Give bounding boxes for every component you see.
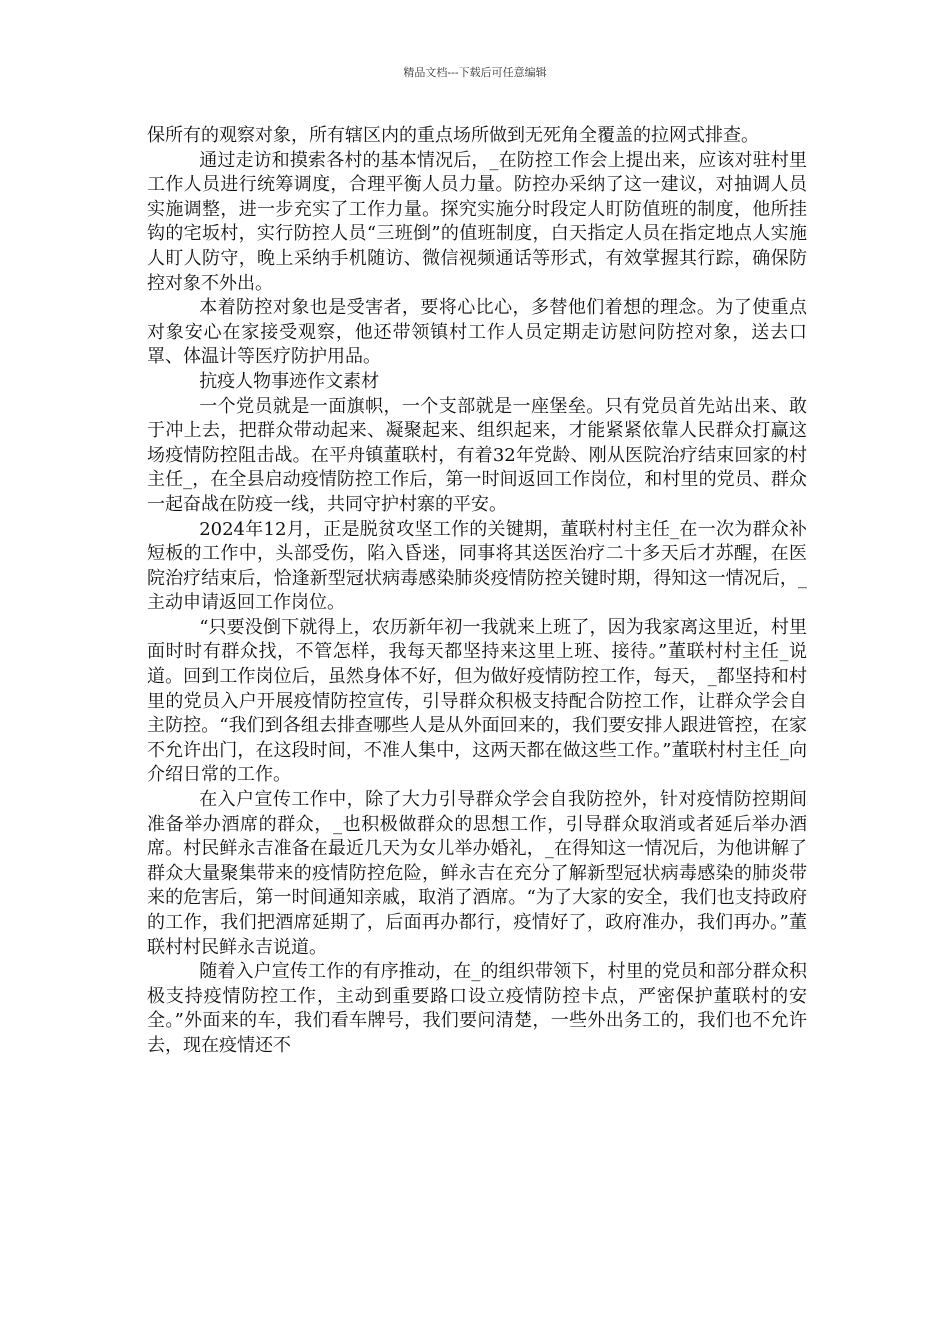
paragraph: “只要没倒下就得上，农历新年初一我就来上班了，因为我家离这里近，村里面时时有群众找，不管怎样，我每天都坚持来这里上班、接待。”董联村村主任_说道。回到工作岗位后，虽然身体不好，但为做好疫情防控工作，每天，_都坚持和村里的党员入户开展疫情防控宣传，引导群众积极支持配合防控工作，让群众学会自主防控。“我们到各组去排查哪些人是从外面回来的，我们要安排人跟进管控，在家不允许出门，在这段时间，不准人集中，这两天都在做这些工作。”董联村村主任_向介绍日常的工作。 <box>147 616 807 786</box>
paragraph: 本着防控对象也是受害者，要将心比心，多替他们着想的理念。为了使重点对象安心在家接受观察，他还带领镇村工作人员定期走访慰问防控对象，送去口罩、体温计等医疗防护用品。 <box>147 297 807 368</box>
paragraph: 在入户宣传工作中，除了大力引导群众学会自我防控外，针对疫情防控期间准备举办酒席的群众，_也积极做群众的思想工作，引导群众取消或者延后举办酒席。村民鲜永吉准备在最近几天为女儿举办婚礼，_在得知这一情况后，为他讲解了群众大量聚集带来的疫情防控危险，鲜永吉在充分了解新型冠状病毒感染的肺炎带来的危害后，第一时间通知亲戚，取消了酒席。“为了大家的安全，我们也支持政府的工作，我们把酒席延期了，后面再办都行，疫情好了，政府准办，我们再办。”董联村村民鲜永吉说道。 <box>147 789 807 958</box>
paragraph: 通过走访和摸索各村的基本情况后，_在防控工作会上提出来，应该对驻村里工作人员进行统筹调度，合理平衡人员力量。防控办采纳了这一建议，对抽调人员实施调整，进一步充实了工作力量。探究实施分时段定人盯防值班的制度，他所挂钩的宅坂村，实行防控人员“三班倒”的值班制度，白天指定人员在指定地点人实施人盯人防守，晚上采纳手机随访、微信视频通话等形式，有效掌握其行踪，确保防控对象不外出。 <box>147 149 807 294</box>
paragraph: 随着入户宣传工作的有序推动，在_的组织带领下，村里的党员和部分群众积极支持疫情防控工作，主动到重要路口设立疫情防控卡点，严密保护董联村的安全。”外面来的车，我们看车牌号，我们要问清楚，一些外出务工的，我们也不允许去，现在疫情还不 <box>147 961 807 1056</box>
section-heading: 抗疫人物事迹作文素材 <box>199 370 380 392</box>
paragraph: 一个党员就是一面旗帜，一个支部就是一座堡垒。只有党员首先站出来、敢于冲上去，把群众带动起来、凝聚起来、组织起来，才能紧紧依靠人民群众打赢这场疫情防控阻击战。在平舟镇董联村，有着32年党龄、刚从医院治疗结束回家的村主任_，在全县启动疫情防控工作后，第一时间返回工作岗位，和村里的党员、群众一起奋战在防疫一线，共同守护村寨的平安。 <box>147 395 807 515</box>
paragraph: 2024年12月，正是脱贫攻坚工作的关键期，董联村村主任_在一次为群众补短板的工作中，头部受伤，陷入昏迷，同事将其送医治疗二十多天后才苏醒，在医院治疗结束后，恰逢新型冠状病毒感染肺炎疫情防控关键时期，得知这一情况后，_主动申请返回工作岗位。 <box>147 518 807 614</box>
document-body <box>147 124 807 1059</box>
paragraph-continuation: 保所有的观察对象，所有辖区内的重点场所做到无死角全覆盖的拉网式排查。 <box>147 125 759 146</box>
page-header: 精品文档---下载后可任意编辑 <box>403 66 547 79</box>
